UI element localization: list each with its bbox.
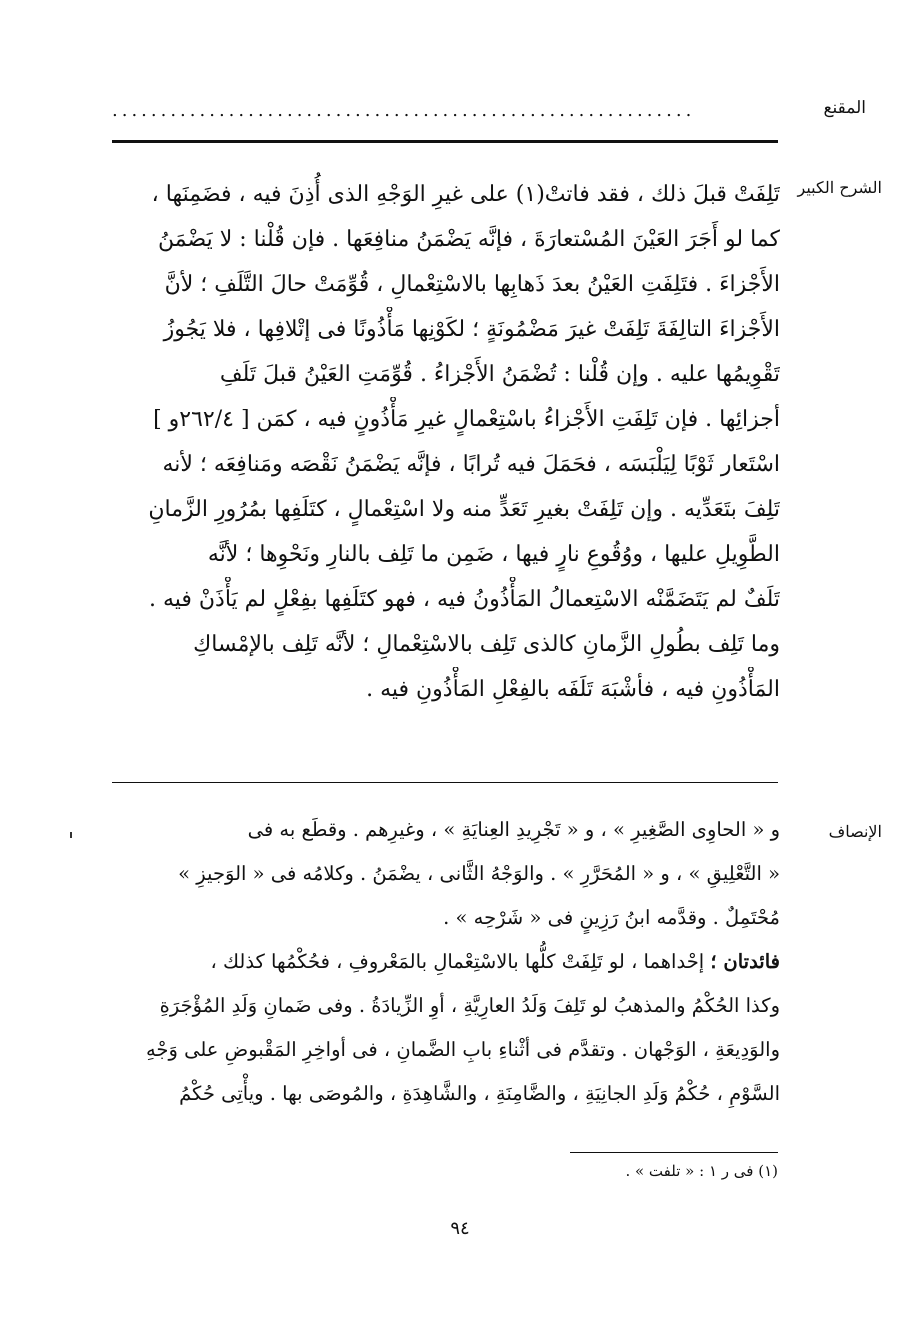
header-dotted-leader: ............................................................ (112, 100, 696, 121)
text-line: تَلَفٌ لم يَتَضَمَّنْه الاسْتِعمالُ المَأْذُونُ فيه ، فهو كتَلَفِها بفِعْلٍ لم يَأْذَنْ فيه . (148, 587, 780, 612)
insaf-text-block (112, 808, 780, 1116)
text-line: تَلِفَتْ قبلَ ذلك ، فقد فاتتْ(١) على غيرِ الوَجْهِ الذى أُذِنَ فيه ، فضَمِنَها ، (151, 182, 780, 207)
page-number: ٩٤ (450, 1218, 470, 1239)
text-line: الطَّوِيلِ عليها ، ووُقُوعِ نارٍ فيها ، ضَمِن ما تَلِف بالنارِ ونَحْوِها ؛ لأنَّه (207, 542, 780, 567)
text-line: وكذا الحُكْمُ والمذهبُ لو تَلِفَ وَلَدُ العارِيَّةِ ، أوِ الزِّيادَةُ . وفى ضَمانِ وَلَدِ المُؤْجَرَةِ (159, 994, 780, 1017)
text-line: اسْتَعار ثَوْبًا لِيَلْبَسَه ، فحَمَلَ فيه تُرابًا ، فإنَّه يَضْمَنُ نَقْصَه ومَنافِعَه ؛ لأنه (162, 452, 780, 477)
text-line-with-lead (112, 940, 780, 984)
section-divider (112, 782, 778, 783)
text-line: تَقْوِيمُها عليه . وإن قُلْنا : تُضْمَنُ الأَجْزاءُ . قُوِّمَتِ العَيْنُ قبلَ تَلَفِ (219, 362, 780, 387)
footnote-rule (570, 1152, 778, 1153)
sharh-section-label: الشرح الكبير (797, 178, 882, 197)
paragraph-lead: فائدتان ؛ (710, 950, 780, 973)
text-line: الأَجْزاءَ التالِفَةَ تَلِفَتْ غيرَ مَضْمُونَةٍ ؛ لكَوْنِها مَأْذُونًا فى إتْلافِها ، فلا يَجُوزُ (163, 317, 780, 342)
text-line: تَلِفَ بتَعَدِّيه . وإن تَلِفَتْ بغيرِ تَعَدٍّ منه ولا اسْتِعْمالٍ ، كتَلَفِها بمُرُورِ الزَّمانِ (148, 497, 780, 522)
text-line: المَأْذُونِ فيه ، فأشْبَهَ تَلَفَه بالفِعْلِ المَأْذُونِ فيه . (366, 677, 780, 702)
footnote: (١) فى ر ١ : « تلفت » . (625, 1162, 778, 1180)
margin-mark (70, 832, 72, 838)
header-rule (112, 140, 778, 143)
insaf-section-label: الإنصاف (828, 822, 882, 841)
text-line: أجزائِها . فإن تَلِفَتِ الأَجْزاءُ باسْتِعْمالٍ غيرِ مَأْذُونٍ فيه ، كمَن [ ٢٦٢/٤و ] (153, 407, 780, 432)
sharh-text-block (112, 172, 780, 712)
text-line: كما لو أَجَرَ العَيْنَ المُسْتعارَةَ ، فإنَّه يَضْمَنُ منافِعَها . فإن قُلْنا : لا يَضْمَنُ (158, 227, 780, 252)
paragraph-first-line: إحْداهما ، لو تَلِفَتْ كلُّها بالاسْتِعْمالِ بالمَعْروفِ ، فحُكْمُها كذلك ، (210, 950, 705, 973)
text-line: السَّوْمِ ، حُكْمُ وَلَدِ الجانِيَةِ ، والضَّامِنَةِ ، والشَّاهِدَةِ ، والمُوصَى بها . ويأْتِى حُكْمُ (179, 1082, 780, 1105)
text-line: الأَجْزاءَ . فتَلِفَتِ العَيْنُ بعدَ ذَهابِها بالاسْتِعْمالِ ، قُوِّمَتْ حالَ التَّلَفِ ؛ لأنَّ (164, 272, 780, 297)
text-line: و « الحاوِى الصَّغِيرِ » ، و « تَجْرِيدِ العِنايَةِ » ، وغيرِهم . وقطَع به فى (247, 818, 780, 841)
text-line: والوَدِيعَةِ ، الوَجْهان . وتقدَّم فى أثْناءِ بابِ الضَّمانِ ، فى أواخِرِ المَقْبوضِ على وَجْهِ (145, 1038, 780, 1061)
text-line: مُحْتَمِلٌ . وقدَّمه ابنُ رَزِينٍ فى « شَرْحِه » . (443, 906, 780, 929)
text-line: « التَّعْلِيقِ » ، و « المُحَرَّرِ » . والوَجْهُ الثَّانى ، يضْمَنُ . وكلامُه فى « الوَجيزِ » (178, 862, 780, 885)
text-line: وما تَلِف بطُولِ الزَّمانِ كالذى تَلِف بالاسْتِعْمالِ ؛ لأنَّه تَلِف بالإمْساكِ (193, 632, 780, 657)
book-title-header: المقنع (823, 98, 866, 118)
